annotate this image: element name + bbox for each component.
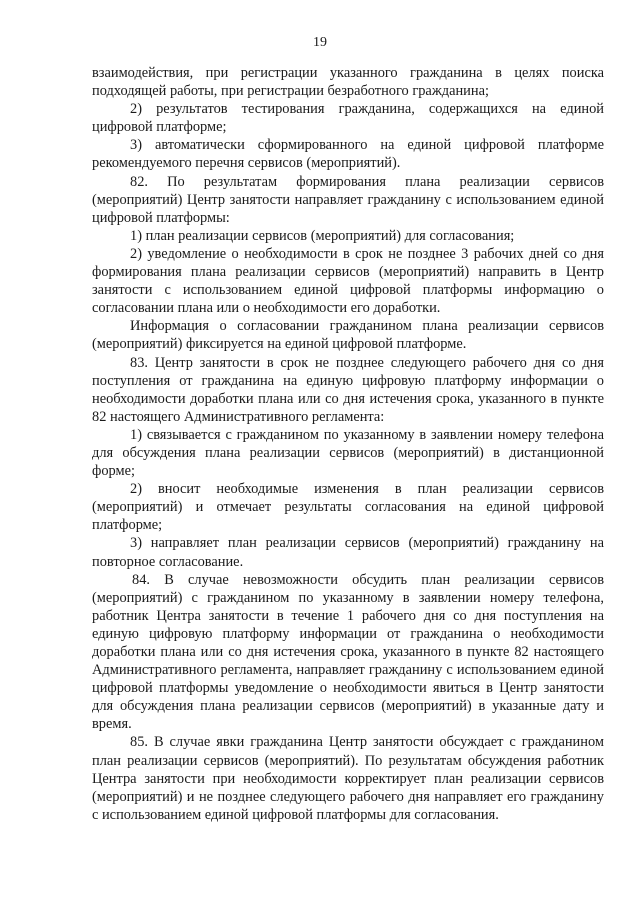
paragraph: 1) план реализации сервисов (мероприятий) для согласования;	[130, 227, 515, 244]
paragraph-83: 83. Центр занятости в срок не позднее следующего рабочего дня со дня поступления от гражданина на единую цифровую платформу информации о необходимости доработки плана или со дня истечения срока, указанного в пункте 82 настоящего Административного регламента:	[92, 354, 604, 425]
paragraph: 1) связывается с гражданином по указанному в заявлении номеру телефона для обсуждения плана реализации сервисов (мероприятий) в дистанционной форме;	[92, 426, 604, 480]
paragraph: 2) вносит необходимые изменения в план реализации сервисов (мероприятий) и отмечает результаты согласования на единой цифровой платформе;	[92, 481, 604, 534]
paragraph: 3) автоматически сформированного на единой цифровой платформе рекомендуемого перечня сервисов (мероприятий).	[92, 137, 604, 172]
paragraph: 2) результатов тестирования гражданина, содержащихся на единой цифровой платформе;	[92, 101, 604, 136]
paragraph-82: 82. По результатам формирования плана реализации сервисов (мероприятий) Центр занятости направляет гражданину с использованием единой цифровой платформы:	[92, 173, 604, 226]
paragraph: 2) уведомление о необходимости в срок не позднее 3 рабочих дней со дня формирования плана реализации сервисов (мероприятий) направить в Центр занятости с использованием единой цифровой платформы информацию о согласовании плана или о необходимости его доработки.	[92, 245, 604, 317]
paragraph: Информация о согласовании гражданином плана реализации сервисов (мероприятий) фиксируется на единой цифровой платформе.	[92, 318, 604, 353]
document-body	[92, 64, 604, 824]
paragraph: 3) направляет план реализации сервисов (мероприятий) гражданину на повторное согласование.	[92, 535, 604, 570]
paragraph-84: 84. В случае невозможности обсудить план реализации сервисов (мероприятий) с гражданином по указанному в заявлении номеру телефона, работник Центра занятости в течение 1 рабочего дня со дня поступления на единую цифровую платформу информации от гражданина о необходимости доработки плана или со дня истечения срока, указанного в пункте 82 настоящего Административного регламента, направляет гражданину с использованием единой цифровой платформы уведомление о необходимости явиться в Центр занятости для обсуждения плана реализации сервисов (мероприятий) в указанные дату и время.	[92, 571, 604, 733]
paragraph-85: 85. В случае явки гражданина Центр занятости обсуждает с гражданином план реализации сервисов (мероприятий). По результатам обсуждения работник Центра занятости при необходимости корректирует план реализации сервисов (мероприятий) и не позднее следующего рабочего дня направляет его гражданину с использованием единой цифровой платформы для согласования.	[92, 734, 604, 823]
page-number: 19	[313, 35, 327, 50]
paragraph: взаимодействия, при регистрации указанного гражданина в целях поиска подходящей работы, при регистрации безработного гражданина;	[92, 65, 604, 100]
